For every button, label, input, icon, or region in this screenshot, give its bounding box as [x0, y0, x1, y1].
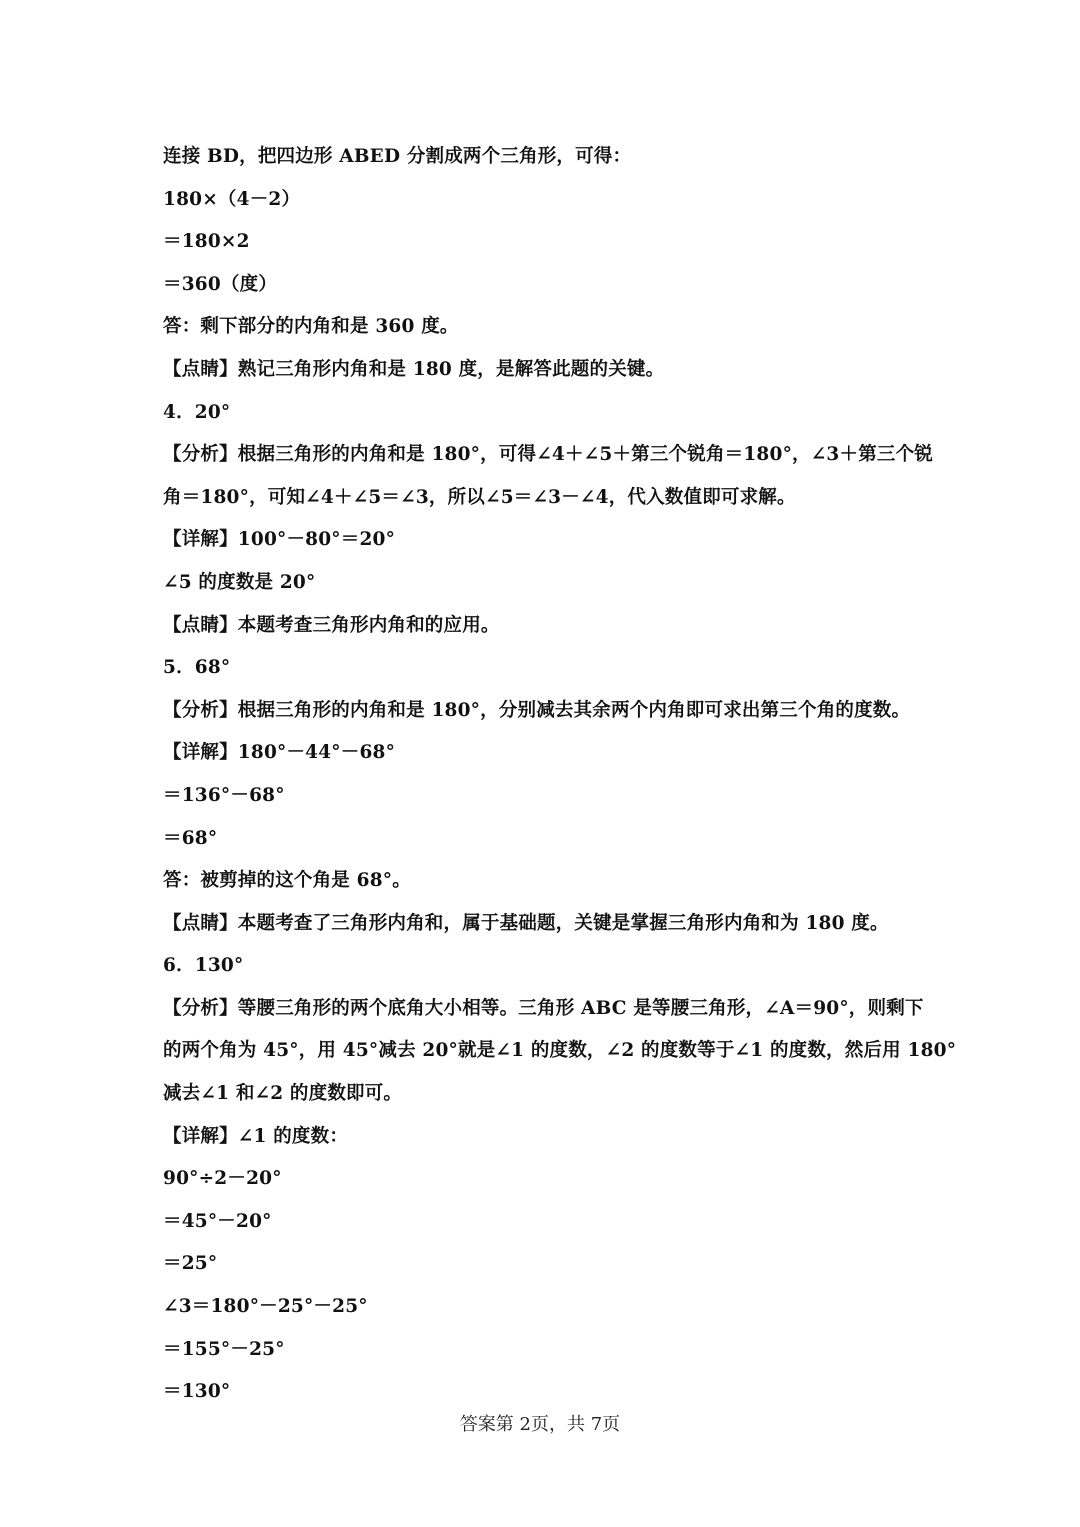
- document-body: [163, 136, 957, 1414]
- question-heading: 5．68°: [163, 657, 231, 679]
- text-line: 180×（4－2）: [163, 188, 301, 210]
- text-line: ＝68°: [163, 827, 218, 849]
- text-line: 连接 BD，把四边形 ABED 分割成两个三角形，可得：: [163, 146, 632, 167]
- text-line: 90°÷2－20°: [163, 1168, 282, 1190]
- text-line: ＝155°－25°: [163, 1338, 285, 1360]
- text-line: ＝136°－68°: [163, 784, 285, 806]
- text-line: ＝25°: [163, 1253, 218, 1275]
- text-line: ＝360（度）: [163, 273, 278, 295]
- text-line: ＝130°: [163, 1381, 231, 1403]
- text-line: 【分析】等腰三角形的两个底角大小相等。三角形 ABC 是等腰三角形，∠A＝90°，则剩下: [163, 997, 924, 1019]
- text-line: 角＝180°，可知∠4＋∠5＝∠3，所以∠5＝∠3－∠4，代入数值即可求解。: [163, 486, 796, 508]
- page-footer: 答案第 2页，共 7页: [459, 1414, 621, 1435]
- text-line: 答：被剪掉的这个角是 68°。: [163, 870, 411, 892]
- text-line: 的两个角为 45°，用 45°减去 20°就是∠1 的度数，∠2 的度数等于∠1 的度数，然后用 180°: [163, 1040, 957, 1062]
- text-line: ＝180×2: [163, 231, 250, 253]
- text-line: 【分析】根据三角形的内角和是 180°，分别减去其余两个内角即可求出第三个角的度数。: [163, 699, 911, 721]
- text-line: 答：剩下部分的内角和是 360 度。: [163, 316, 459, 338]
- question-heading: 6．130°: [163, 955, 244, 977]
- text-line: ＝45°－20°: [163, 1210, 272, 1232]
- text-line: 【详解】180°－44°－68°: [163, 742, 396, 764]
- text-line: 【点睛】本题考查了三角形内角和，属于基础题，关键是掌握三角形内角和为 180 度。: [163, 912, 889, 934]
- question-heading: 4．20°: [163, 401, 231, 423]
- text-line: 【详解】100°－80°＝20°: [163, 529, 396, 551]
- text-line: ∠5 的度数是 20°: [163, 571, 316, 593]
- text-line: 【点睛】本题考查三角形内角和的应用。: [163, 614, 500, 636]
- text-line: ∠3＝180°－25°－25°: [163, 1296, 368, 1318]
- text-line: 【点睛】熟记三角形内角和是 180 度，是解答此题的关键。: [163, 358, 665, 380]
- text-line: 【详解】∠1 的度数：: [163, 1125, 349, 1147]
- text-line: 减去∠1 和∠2 的度数即可。: [163, 1083, 403, 1105]
- text-line: 【分析】根据三角形的内角和是 180°，可得∠4＋∠5＋第三个锐角＝180°，∠3＋第三个锐: [163, 444, 933, 466]
